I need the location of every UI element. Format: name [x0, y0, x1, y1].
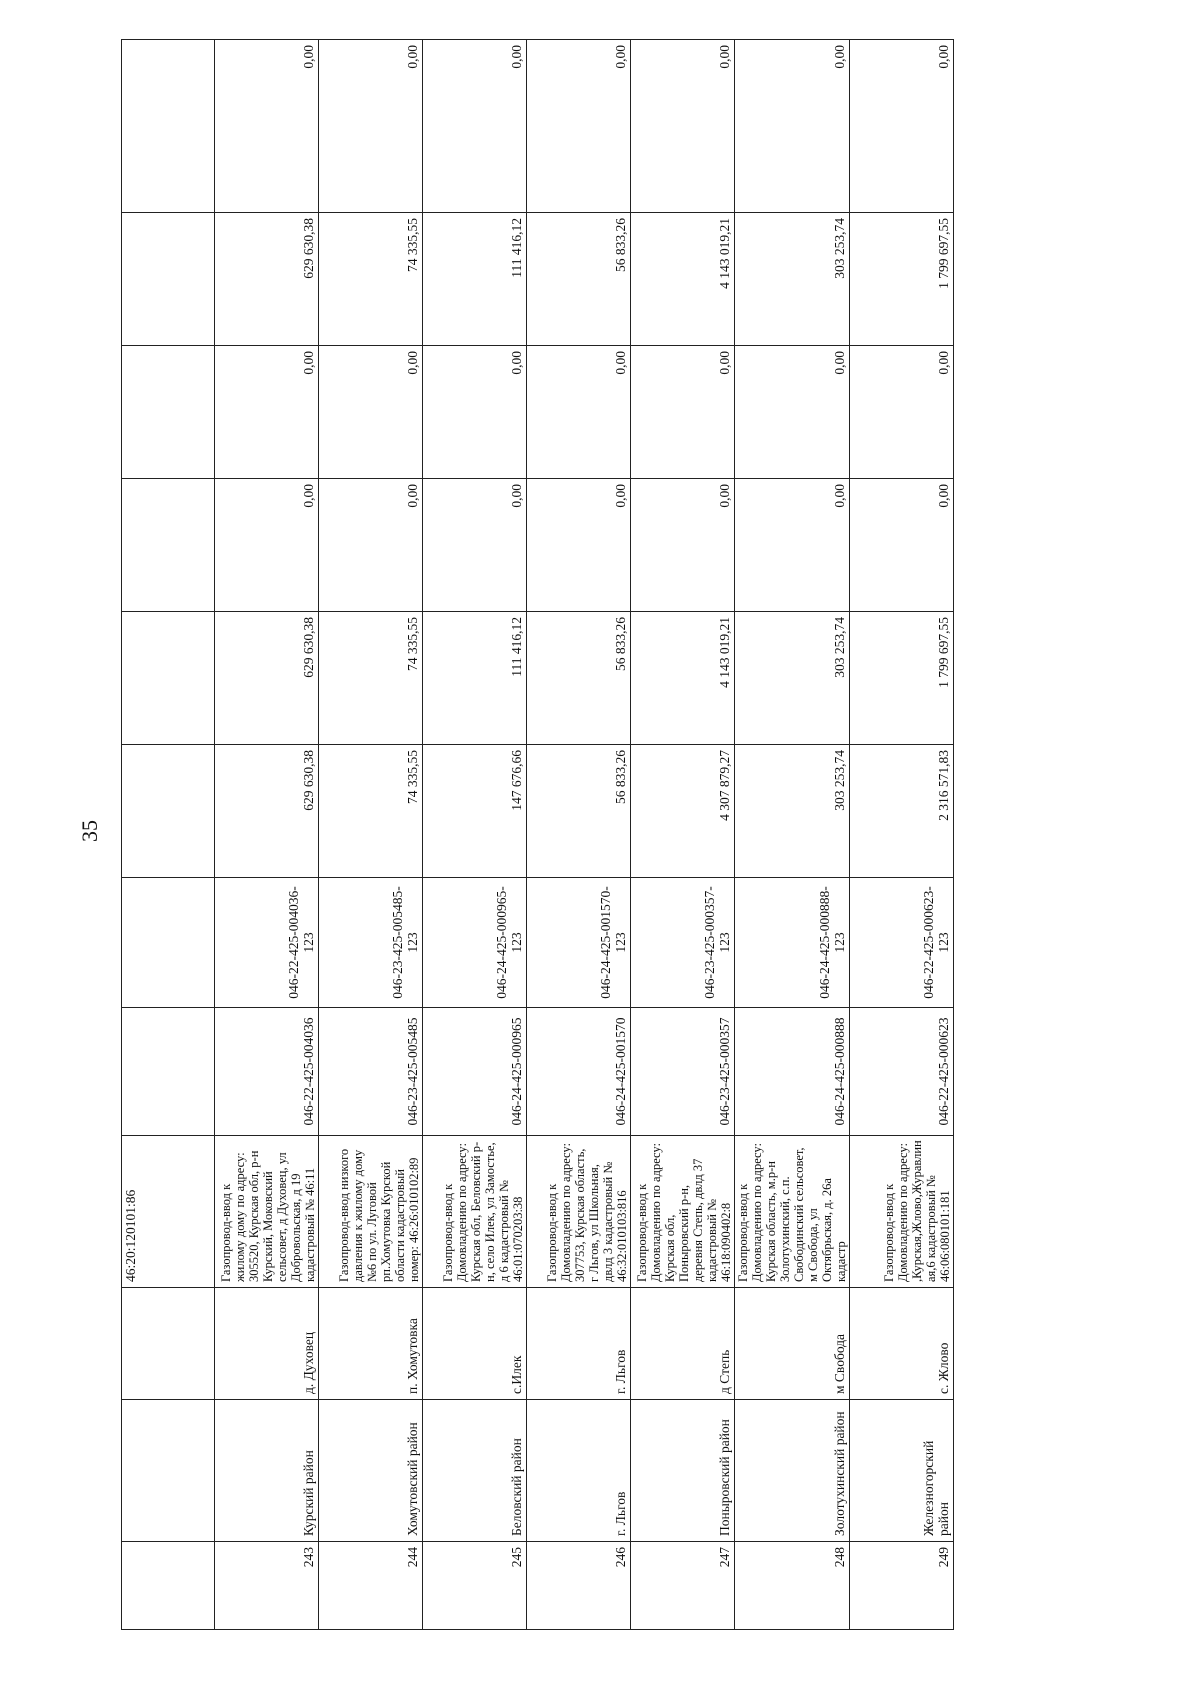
table-row: [319, 40, 423, 1630]
cell-value-2: 74 335,55: [319, 612, 423, 745]
cell-value-3: 0,00: [850, 479, 954, 612]
cell-object-code: 046-23-425-000357-123: [631, 878, 735, 1008]
cell-description: Газопровод-ввод к Домовладению по адресу: Курская обл, Беловский р-н, село Илек, ул Замостье, д 6 кадастровый № 46:01:070203:38: [423, 1136, 527, 1288]
cell-value-2: 56 833,26: [527, 612, 631, 745]
cell-value-4: 0,00: [631, 346, 735, 479]
cell-value-4: 0,00: [215, 346, 319, 479]
cell-inventory-code: 046-24-425-001570: [527, 1008, 631, 1136]
cell-number: 247: [631, 1542, 735, 1630]
cell-inventory-code: 046-22-425-004036: [215, 1008, 319, 1136]
cell-number: 249: [850, 1542, 954, 1630]
table-row: [215, 40, 319, 1630]
cell-district: Поныровский район: [631, 1400, 735, 1542]
cell-inventory-code: 046-23-425-000357: [631, 1008, 735, 1136]
cell-locality: м Свобода: [735, 1288, 850, 1400]
cell-value-4: 0,00: [735, 346, 850, 479]
cell-locality: с.Илек: [423, 1288, 527, 1400]
cell-description: 46:20:120101:86: [122, 1136, 215, 1288]
cell-value-3: 0,00: [527, 479, 631, 612]
cell-value-6: 0,00: [527, 40, 631, 213]
cell-district: Золотухинский район: [735, 1400, 850, 1542]
cell-value-1: 56 833,26: [527, 745, 631, 878]
cell-value-3: 0,00: [423, 479, 527, 612]
table-row: [527, 40, 631, 1630]
cell-value-2: 4 143 019,21: [631, 612, 735, 745]
cell-value-2: 629 630,38: [215, 612, 319, 745]
continuation-row: [122, 40, 215, 1630]
cell-inventory-code: 046-24-425-000965: [423, 1008, 527, 1136]
cell-value-2: 1 799 697,55: [850, 612, 954, 745]
cell-number: 243: [215, 1542, 319, 1630]
cell-value-6: 0,00: [735, 40, 850, 213]
cell-object-code: 046-24-425-001570-123: [527, 878, 631, 1008]
table-row: [850, 40, 954, 1630]
cell-locality: п. Хомутовка: [319, 1288, 423, 1400]
cell-description: Газопровод-ввод к Домовладению по адресу: 307753, Курская область, г Льгов, ул Школьная, двлд 3 кадастровый № 46:32:010103:816: [527, 1136, 631, 1288]
cell-description: Газопровод-ввод низкого давления к жилому дому №6 по ул. Луговой рп.Хомутовка Курской области кадастровый номер: 46:26:010102:89: [319, 1136, 423, 1288]
assets-table: [121, 39, 954, 1630]
cell-value-4: 0,00: [319, 346, 423, 479]
page-number: 35: [77, 820, 102, 842]
cell-value-3: 0,00: [319, 479, 423, 612]
cell-object-code: 046-23-425-005485-123: [319, 878, 423, 1008]
cell-value-2: 111 416,12: [423, 612, 527, 745]
cell-locality: д Степь: [631, 1288, 735, 1400]
cell-value-3: 0,00: [735, 479, 850, 612]
cell-value-6: 0,00: [631, 40, 735, 213]
cell-value-6: 0,00: [319, 40, 423, 213]
cell-value-6: 0,00: [850, 40, 954, 213]
cell-inventory-code: 046-24-425-000888: [735, 1008, 850, 1136]
cell-value-4: 0,00: [850, 346, 954, 479]
cell-description: Газопровод-ввод к Домовладению по адресу: Курская обл, Поныровский р-н, деревня Степь, двлд 37 кадастровый № 46:18:090402:8: [631, 1136, 735, 1288]
cell-value-1: 2 316 571,83: [850, 745, 954, 878]
table-row: [631, 40, 735, 1630]
cell-value-3: 0,00: [215, 479, 319, 612]
rotated-table-region: [121, 45, 1081, 1630]
cell-object-code: 046-22-425-000623-123: [850, 878, 954, 1008]
cell-district: Хомутовский район: [319, 1400, 423, 1542]
cell-value-6: 0,00: [215, 40, 319, 213]
cell-value-5: 1 799 697,55: [850, 213, 954, 346]
cell-locality: д. Духовец: [215, 1288, 319, 1400]
cell-district: Беловский район: [423, 1400, 527, 1542]
cell-value-5: 111 416,12: [423, 213, 527, 346]
cell-district: г. Льгов: [527, 1400, 631, 1542]
cell-number: 246: [527, 1542, 631, 1630]
cell-locality: г. Льгов: [527, 1288, 631, 1400]
cell-number: 248: [735, 1542, 850, 1630]
cell-value-4: 0,00: [527, 346, 631, 479]
table-row: [423, 40, 527, 1630]
cell-value-5: 629 630,38: [215, 213, 319, 346]
cell-number: 245: [423, 1542, 527, 1630]
cell-object-code: 046-24-425-000888-123: [735, 878, 850, 1008]
cell-description: Газопровод-ввод к жилому дому по адресу: 305520, Курская обл, р-н Курский, Моковский сельсовет, д Духовец, ул Добровольская, д 19 кадастровый № 46:11: [215, 1136, 319, 1288]
cell-inventory-code: 046-23-425-005485: [319, 1008, 423, 1136]
cell-number: 244: [319, 1542, 423, 1630]
cell-value-5: 4 143 019,21: [631, 213, 735, 346]
cell-value-1: 4 307 879,27: [631, 745, 735, 878]
cell-value-1: 303 253,74: [735, 745, 850, 878]
cell-value-1: 629 630,38: [215, 745, 319, 878]
cell-district: Курский район: [215, 1400, 319, 1542]
cell-object-code: 046-22-425-004036-123: [215, 878, 319, 1008]
cell-value-5: 74 335,55: [319, 213, 423, 346]
cell-value-2: 303 253,74: [735, 612, 850, 745]
cell-value-6: 0,00: [423, 40, 527, 213]
cell-value-1: 147 676,66: [423, 745, 527, 878]
cell-value-1: 74 335,55: [319, 745, 423, 878]
cell-value-5: 56 833,26: [527, 213, 631, 346]
cell-value-5: 303 253,74: [735, 213, 850, 346]
cell-value-3: 0,00: [631, 479, 735, 612]
cell-object-code: 046-24-425-000965-123: [423, 878, 527, 1008]
table-row: [735, 40, 850, 1630]
cell-description: Газопровод-ввод к Домовладению по адресу: ,Курская,Жлово,Журавлин ая,6 кадастровый № 46:06:080101:181: [850, 1136, 954, 1288]
cell-value-4: 0,00: [423, 346, 527, 479]
cell-district: Железногорский район: [850, 1400, 954, 1542]
cell-description: Газопровод-ввод к Домовладению по адресу: Курская область, м.р-н Золотухинский, с.п. Свободинский сельсовет, м Свобода, ул Октябрьская, д. 26а кадастр: [735, 1136, 850, 1288]
cell-locality: с. Жлово: [850, 1288, 954, 1400]
cell-inventory-code: 046-22-425-000623: [850, 1008, 954, 1136]
